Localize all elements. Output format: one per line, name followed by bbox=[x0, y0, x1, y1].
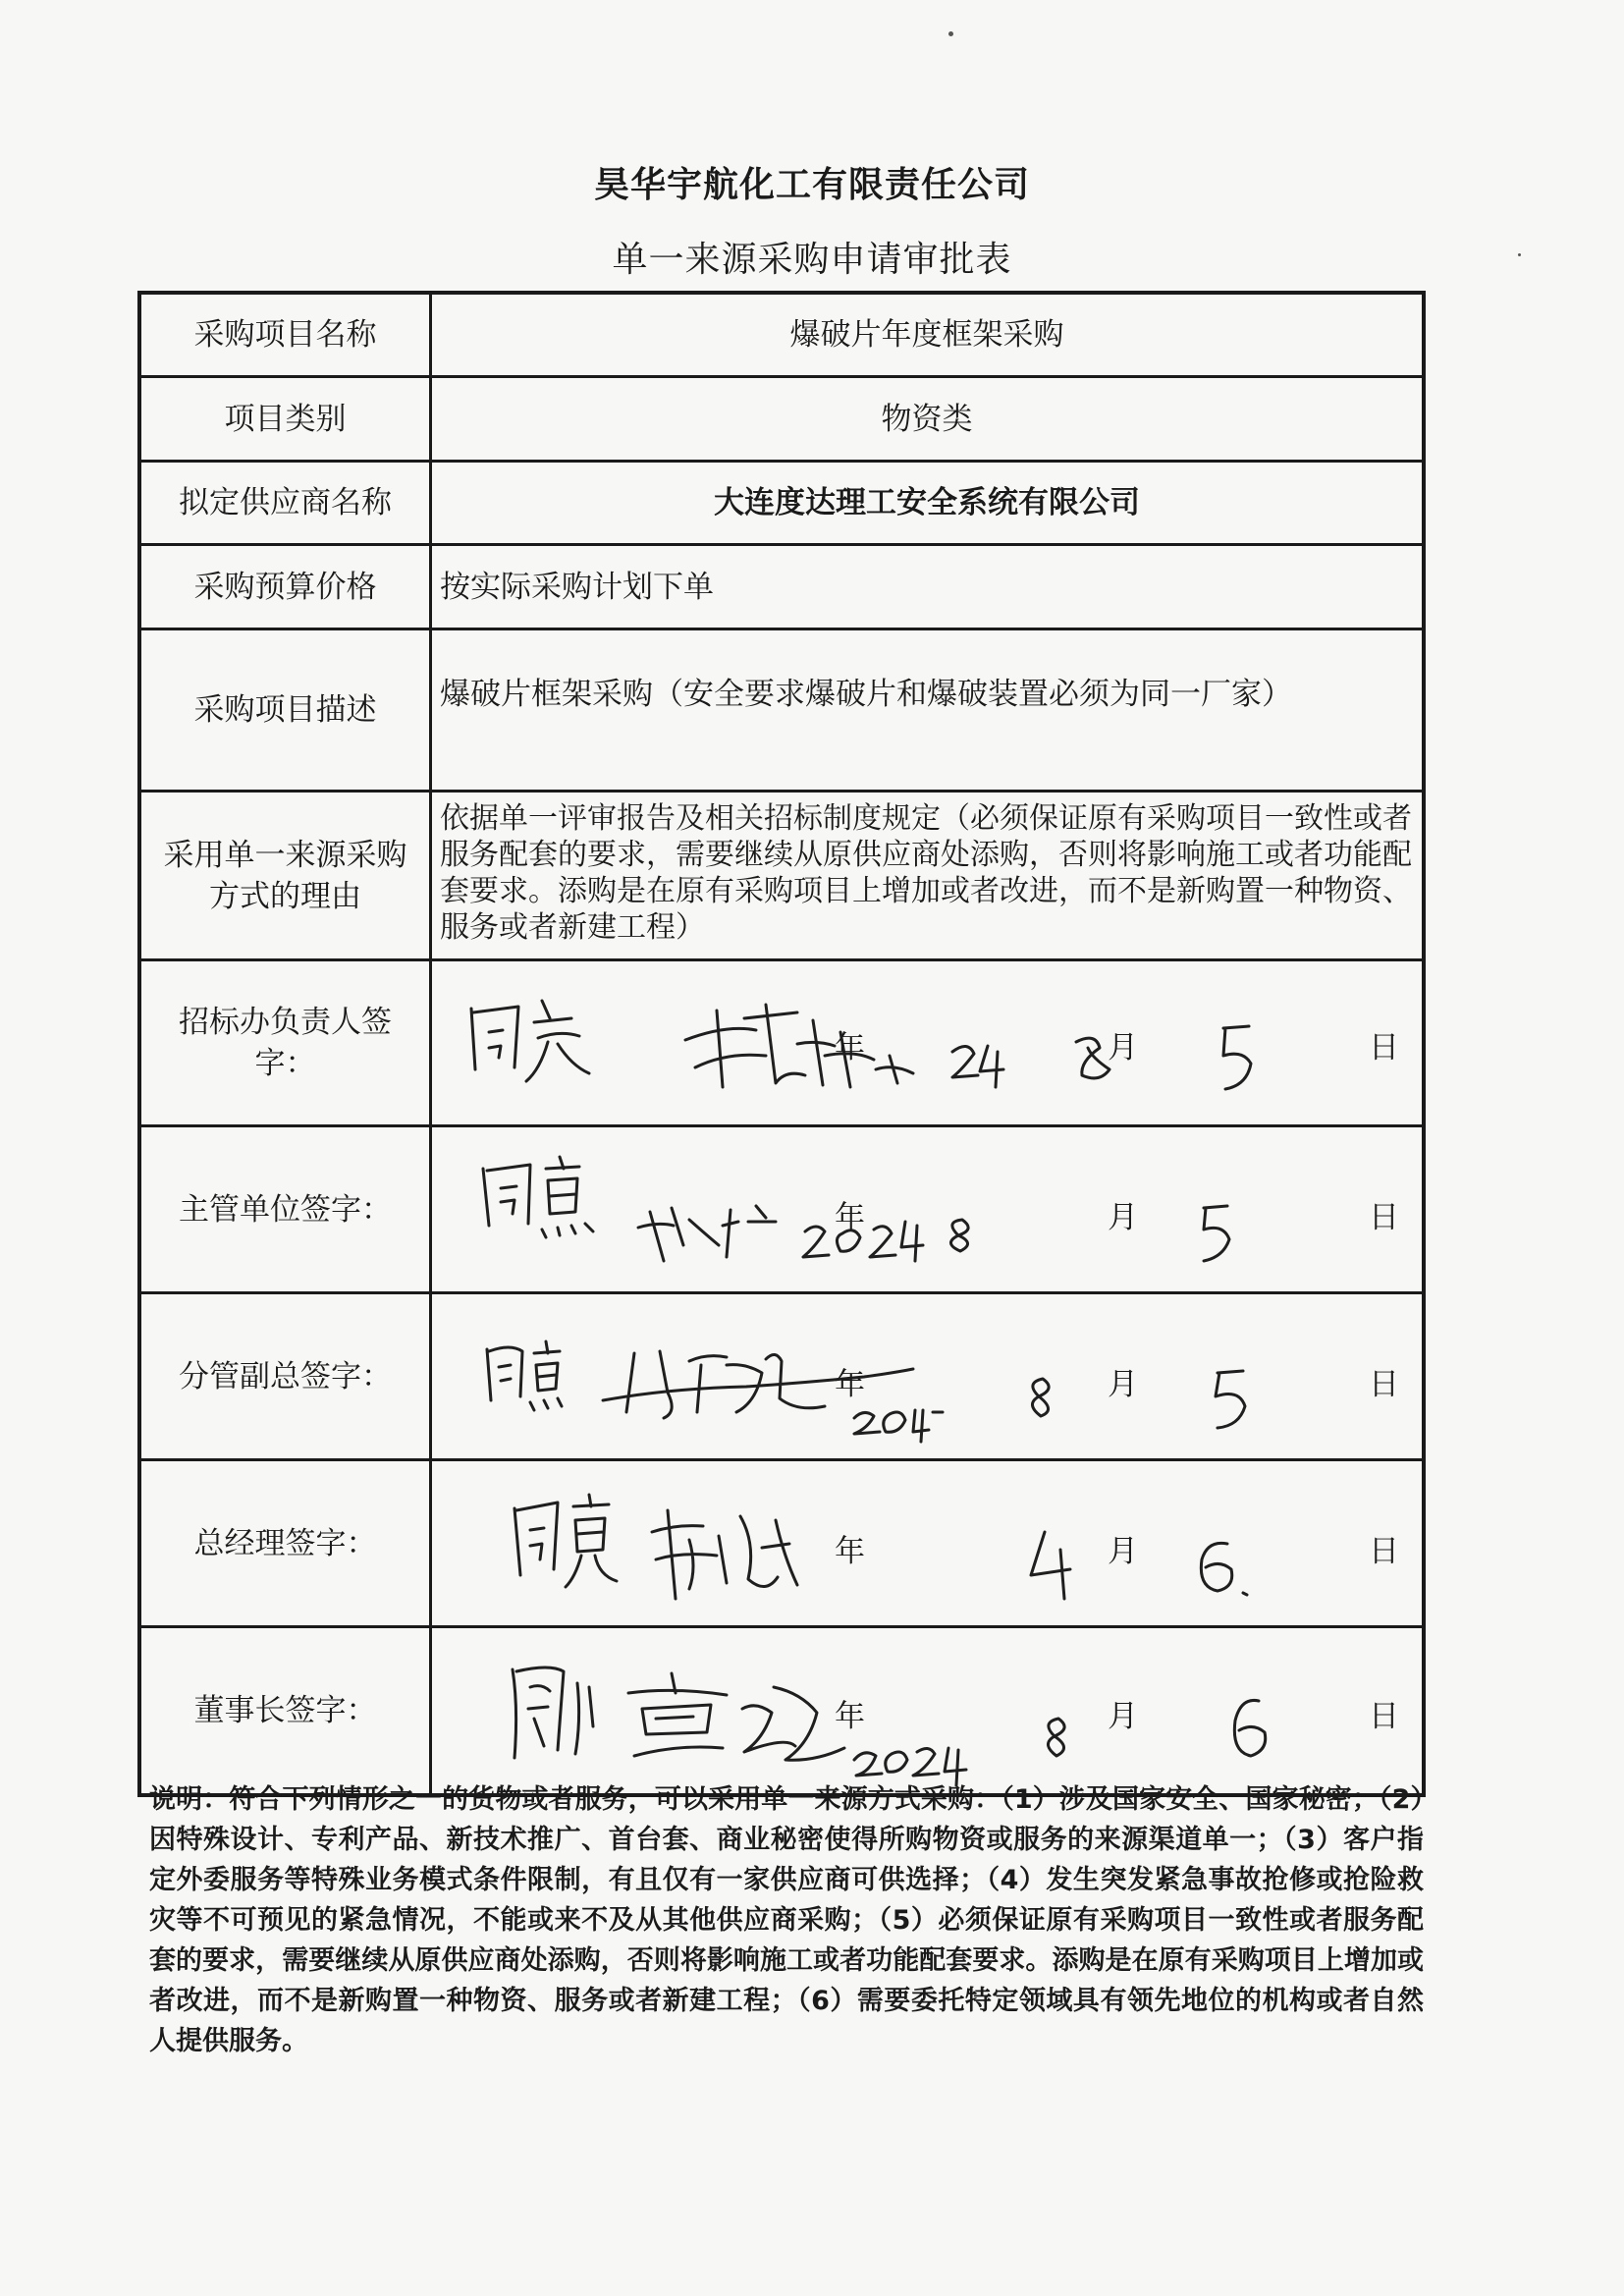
handwritten-signature bbox=[432, 1628, 1420, 1793]
sig-row-chairman bbox=[141, 1628, 1422, 1793]
handwritten-signature bbox=[432, 961, 1420, 1127]
sig-area-gm bbox=[432, 1461, 1422, 1625]
date-year-unit: 年 bbox=[835, 1200, 865, 1235]
reason-label: 采用单一来源采购方式的理由 bbox=[141, 793, 432, 958]
handwritten-signature bbox=[432, 1127, 1420, 1294]
sig-row-vice-gm bbox=[141, 1294, 1422, 1461]
sig-area-department bbox=[432, 1127, 1422, 1291]
date-month-unit: 月 bbox=[1108, 1699, 1138, 1734]
date-day-unit: 日 bbox=[1369, 1699, 1399, 1734]
project-name-value: 爆破片年度框架采购 bbox=[789, 317, 1064, 353]
row-project-name bbox=[141, 295, 1422, 378]
date-month-unit: 月 bbox=[1108, 1367, 1138, 1402]
date-day-unit: 日 bbox=[1369, 1030, 1399, 1066]
scan-speck bbox=[1518, 253, 1521, 256]
scan-speck bbox=[948, 31, 953, 36]
sig-label-bid-office: 招标办负责人签字： bbox=[141, 961, 432, 1124]
handwritten-signature bbox=[432, 1461, 1420, 1628]
budget-label: 采购预算价格 bbox=[141, 546, 432, 628]
handwritten-signature bbox=[432, 1294, 1420, 1461]
form-title: 单一来源采购申请审批表 bbox=[612, 240, 1012, 280]
row-category bbox=[141, 378, 1422, 463]
explanation-note: 说明：符合下列情形之一的货物或者服务，可以采用单一来源方式采购：（1）涉及国家安全、国家秘密；（2）因特殊设计、专利产品、新技术推广、首台套、商业秘密使得所购物资或服务的来源渠道单一；（3）客户指定外委服务等特殊业务模式条件限制，有且仅有一家供应商可供选择；（4）发生突发紧急事故抢修或抢险救灾等不可预见的紧急情况，不能或来不及从其他供应商采购；（5）必须保证原有采购项目一致性或者服务配套的要求，需要继续从原供应商处添购，否则将影响施工或者功能配套要求。添购是在原有采购项目上增加或者改进，而不是新购置一种物资、服务或者新建工程；（6）需要委托特定领域具有领先地位的机构或者自然人提供服务。 bbox=[149, 1784, 1424, 2056]
row-budget bbox=[141, 546, 1422, 630]
date-day-unit: 日 bbox=[1369, 1200, 1399, 1235]
row-description bbox=[141, 630, 1422, 793]
budget-value: 按实际采购计划下单 bbox=[440, 569, 714, 605]
date-year-unit: 年 bbox=[835, 1030, 865, 1066]
category-value: 物资类 bbox=[881, 401, 973, 437]
date-day-unit: 日 bbox=[1369, 1534, 1399, 1569]
sig-area-vice-gm bbox=[432, 1294, 1422, 1458]
category-label: 项目类别 bbox=[141, 378, 432, 460]
company-title: 昊华宇航化工有限责任公司 bbox=[593, 165, 1030, 205]
sig-label-department: 主管单位签字： bbox=[141, 1127, 432, 1291]
date-month-unit: 月 bbox=[1108, 1534, 1138, 1569]
sig-row-department bbox=[141, 1127, 1422, 1294]
sig-area-bid-office bbox=[432, 961, 1422, 1124]
supplier-label: 拟定供应商名称 bbox=[141, 463, 432, 543]
supplier-value: 大连度达理工安全系统有限公司 bbox=[714, 485, 1140, 520]
date-year-unit: 年 bbox=[835, 1534, 865, 1569]
sig-label-chairman: 董事长签字： bbox=[141, 1628, 432, 1793]
description-label: 采购项目描述 bbox=[141, 630, 432, 790]
sig-label-vice-gm: 分管副总签字： bbox=[141, 1294, 432, 1458]
row-supplier bbox=[141, 463, 1422, 546]
date-year-unit: 年 bbox=[835, 1699, 865, 1734]
row-reason bbox=[141, 793, 1422, 961]
project-name-label: 采购项目名称 bbox=[141, 295, 432, 375]
sig-row-gm bbox=[141, 1461, 1422, 1628]
date-day-unit: 日 bbox=[1369, 1367, 1399, 1402]
sig-area-chairman bbox=[432, 1628, 1422, 1793]
reason-value: 依据单一评审报告及相关招标制度规定（必须保证原有采购项目一致性或者服务配套的要求，需要继续从原供应商处添购，否则将影响施工或者功能配套要求。添购是在原有采购项目上增加或者改进，而不是新购置一种物资、服务或者新建工程） bbox=[440, 801, 1412, 945]
date-year-unit: 年 bbox=[835, 1367, 865, 1402]
date-month-unit: 月 bbox=[1108, 1200, 1138, 1235]
description-value: 爆破片框架采购（安全要求爆破片和爆破装置必须为同一厂家） bbox=[440, 677, 1292, 712]
date-month-unit: 月 bbox=[1108, 1030, 1138, 1066]
sig-label-gm: 总经理签字： bbox=[141, 1461, 432, 1625]
approval-table bbox=[137, 291, 1426, 1797]
sig-row-bid-office bbox=[141, 961, 1422, 1127]
